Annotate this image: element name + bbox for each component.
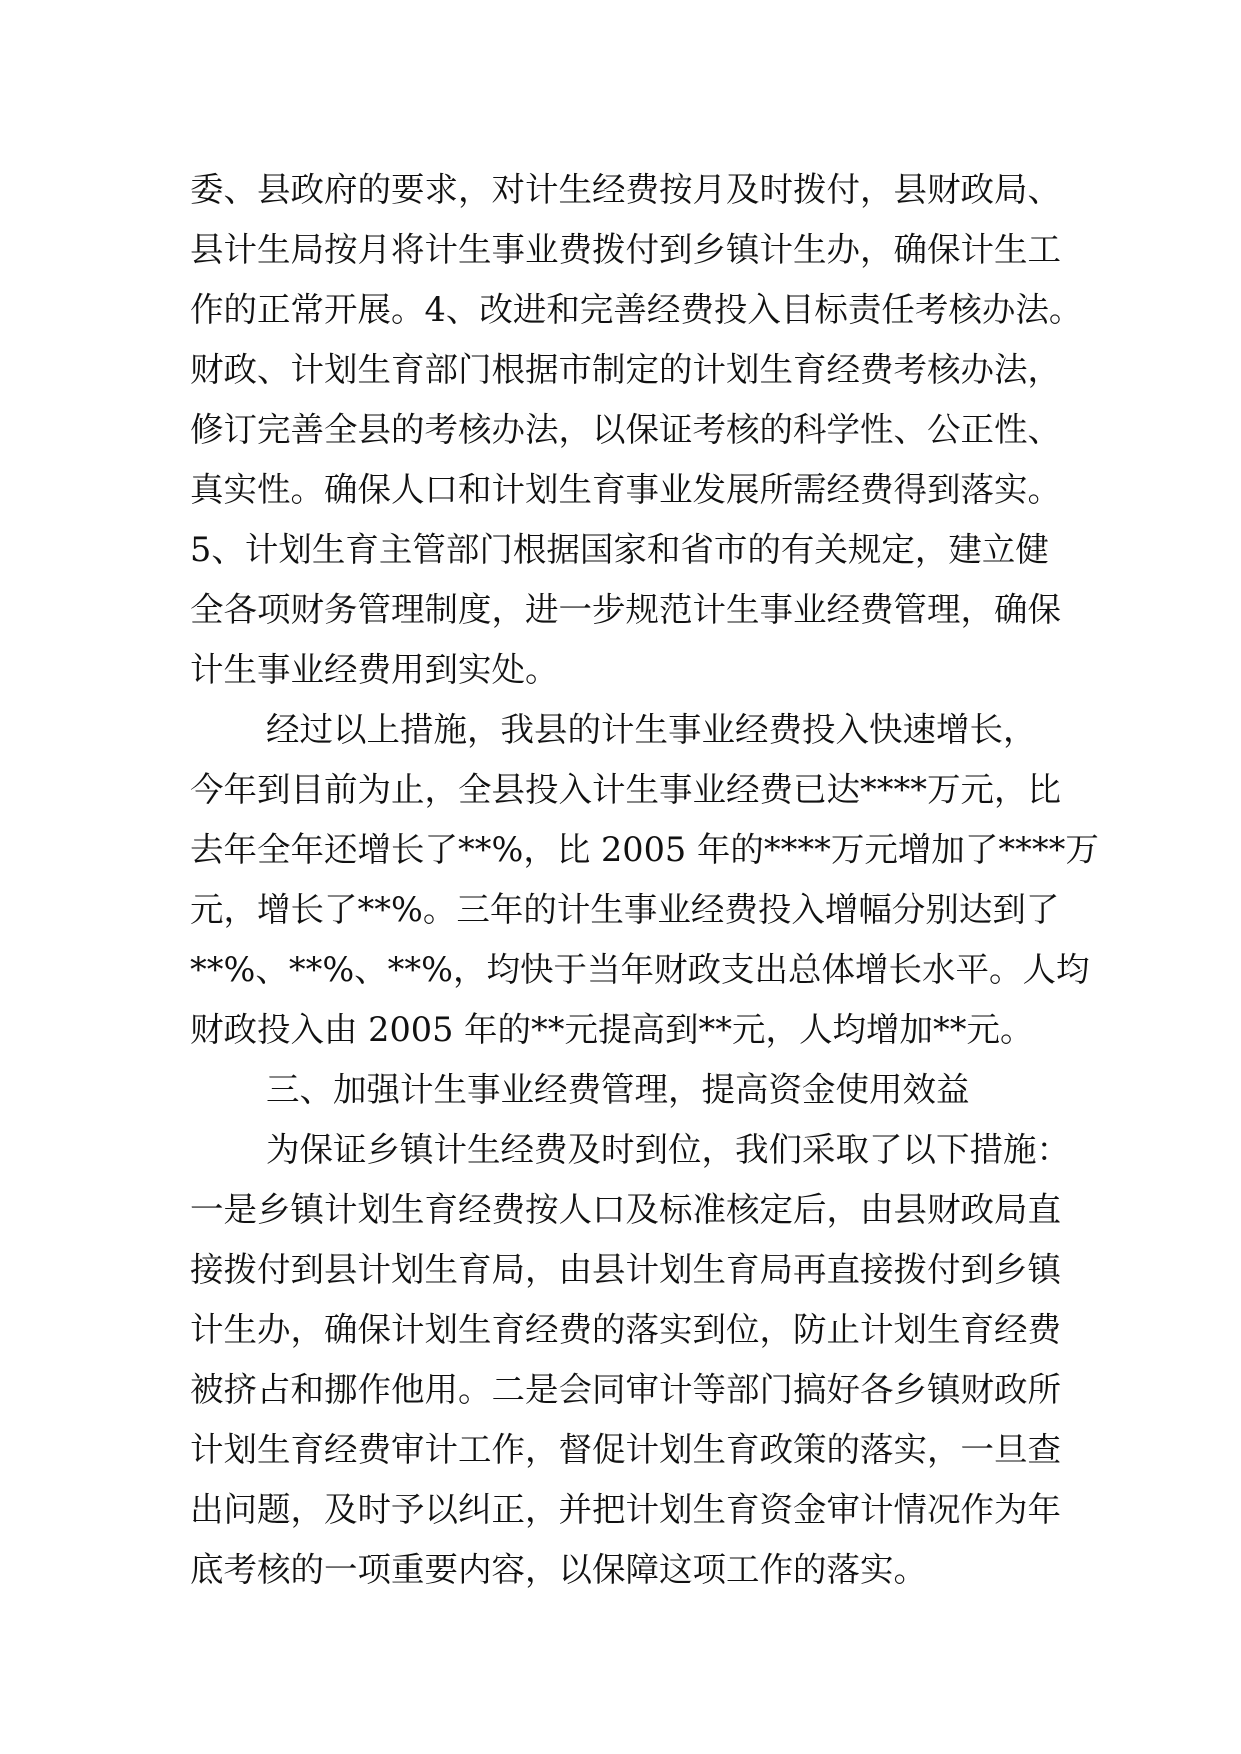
text-line: 底考核的一项重要内容，以保障这项工作的落实。 <box>190 1550 927 1589</box>
paragraph-start-line: 为保证乡镇计生经费及时到位，我们采取了以下措施： <box>266 1130 1070 1169</box>
text-line: 被挤占和挪作他用。二是会同审计等部门搞好各乡镇财政所 <box>190 1370 1061 1409</box>
text-line: 全各项财务管理制度，进一步规范计生事业经费管理，确保 <box>190 590 1061 629</box>
text-line: 5、计划生育主管部门根据国家和省市的有关规定，建立健 <box>190 530 1049 569</box>
text-line: 真实性。确保人口和计划生育事业发展所需经费得到落实。 <box>190 470 1061 509</box>
text-line: 县计生局按月将计生事业费拨付到乡镇计生办，确保计生工 <box>190 230 1061 269</box>
text-line: 今年到目前为止，全县投入计生事业经费已达****万元，比 <box>190 770 1061 809</box>
text-line: 出问题，及时予以纠正，并把计划生育资金审计情况作为年 <box>190 1490 1061 1529</box>
body-text <box>190 160 1099 1600</box>
text-line: 计划生育经费审计工作，督促计划生育政策的落实，一旦查 <box>190 1430 1061 1469</box>
text-line: 计生事业经费用到实处。 <box>190 650 559 689</box>
paragraph-start-line: 经过以上措施，我县的计生事业经费投入快速增长， <box>266 710 1037 749</box>
text-line: 一是乡镇计划生育经费按人口及标准核定后，由县财政局直 <box>190 1190 1061 1229</box>
text-line: 去年全年还增长了**%，比 2005 年的****万元增加了****万 <box>190 830 1099 869</box>
text-line: **%、**%、**%，均快于当年财政支出总体增长水平。人均 <box>190 950 1090 989</box>
text-line: 元，增长了**%。三年的计生事业经费投入增幅分别达到了 <box>190 890 1060 929</box>
text-line: 财政投入由 2005 年的**元提高到**元，人均增加**元。 <box>190 1010 1034 1049</box>
text-line: 修订完善全县的考核办法，以保证考核的科学性、公正性、 <box>190 410 1061 449</box>
text-line: 计生办，确保计划生育经费的落实到位，防止计划生育经费 <box>190 1310 1061 1349</box>
text-line: 财政、计划生育部门根据市制定的计划生育经费考核办法， <box>190 350 1061 389</box>
text-line: 作的正常开展。4、改进和完善经费投入目标责任考核办法。 <box>190 290 1083 329</box>
text-line: 接拨付到县计划生育局，由县计划生育局再直接拨付到乡镇 <box>190 1250 1061 1289</box>
text-line: 委、县政府的要求，对计生经费按月及时拨付，县财政局、 <box>190 170 1061 209</box>
section-heading: 三、加强计生事业经费管理，提高资金使用效益 <box>266 1070 970 1109</box>
